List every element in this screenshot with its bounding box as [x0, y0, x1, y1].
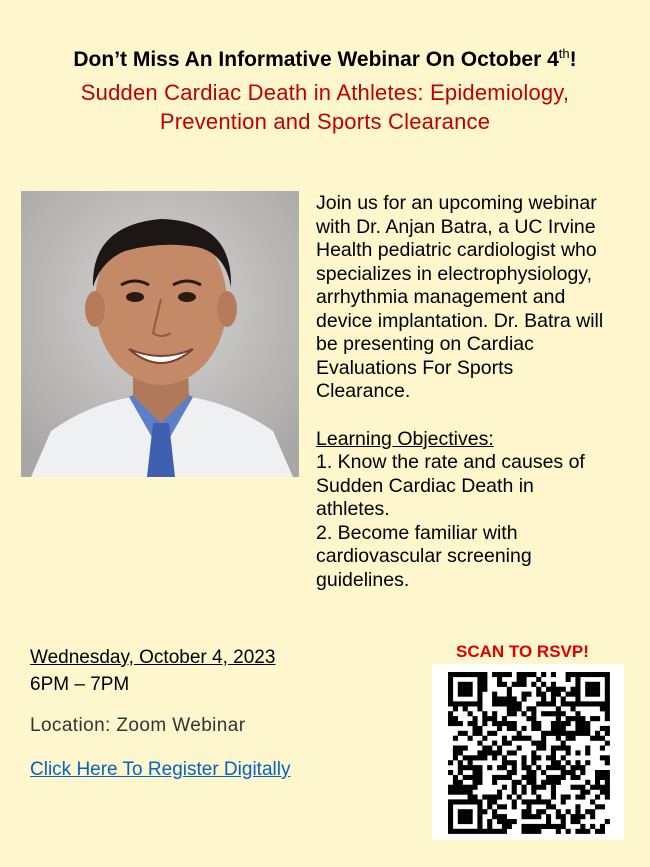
subtitle-line-1: Sudden Cardiac Death in Athletes: Epidemiology, — [80, 80, 570, 105]
description-line: with Dr. Anjan Batra, a UC Irvine — [316, 215, 596, 238]
title-text: Don’t Miss An Informative Webinar On October 4 — [73, 48, 559, 71]
description-line: Clearance. — [316, 380, 411, 402]
objective-line: 2. Become familiar with — [316, 521, 518, 544]
objective-line: cardiovascular screening — [316, 545, 532, 567]
description-line: Health pediatric cardiologist who — [316, 239, 597, 261]
subtitle-line-2: Prevention and Sports Clearance — [159, 109, 491, 134]
event-time: 6PM – 7PM — [30, 674, 130, 695]
title-ordinal-suffix: th — [558, 46, 570, 61]
objective-line: Sudden Cardiac Death in — [316, 474, 534, 497]
webinar-description — [316, 192, 650, 592]
objective-line: athletes. — [316, 498, 390, 520]
event-date: Wednesday, October 4, 2023 — [30, 647, 276, 668]
title-exclamation: ! — [569, 48, 577, 71]
qr-code-icon — [432, 664, 624, 840]
webinar-title — [0, 46, 650, 72]
description-line: arrhythmia management and — [316, 286, 566, 308]
speaker-portrait-image — [21, 191, 299, 477]
objective-line: 1. Know the rate and causes of — [316, 451, 585, 473]
scan-to-rsvp-label: SCAN TO RSVP! — [456, 642, 589, 661]
description-line: device implantation. Dr. Batra will — [316, 309, 604, 332]
rsvp-qr-code[interactable] — [432, 664, 624, 840]
register-link[interactable]: Click Here To Register Digitally — [30, 759, 291, 780]
description-line: be presenting on Cardiac — [316, 333, 534, 355]
objective-line: guidelines. — [316, 568, 410, 591]
speaker-photo — [21, 191, 299, 477]
webinar-subtitle — [0, 78, 650, 136]
description-line: Evaluations For Sports — [316, 356, 514, 379]
description-line: specializes in electrophysiology, — [316, 262, 593, 285]
learning-objectives-heading: Learning Objectives: — [316, 427, 494, 450]
description-line: Join us for an upcoming webinar — [316, 192, 597, 214]
event-location: Location: Zoom Webinar — [30, 715, 246, 736]
